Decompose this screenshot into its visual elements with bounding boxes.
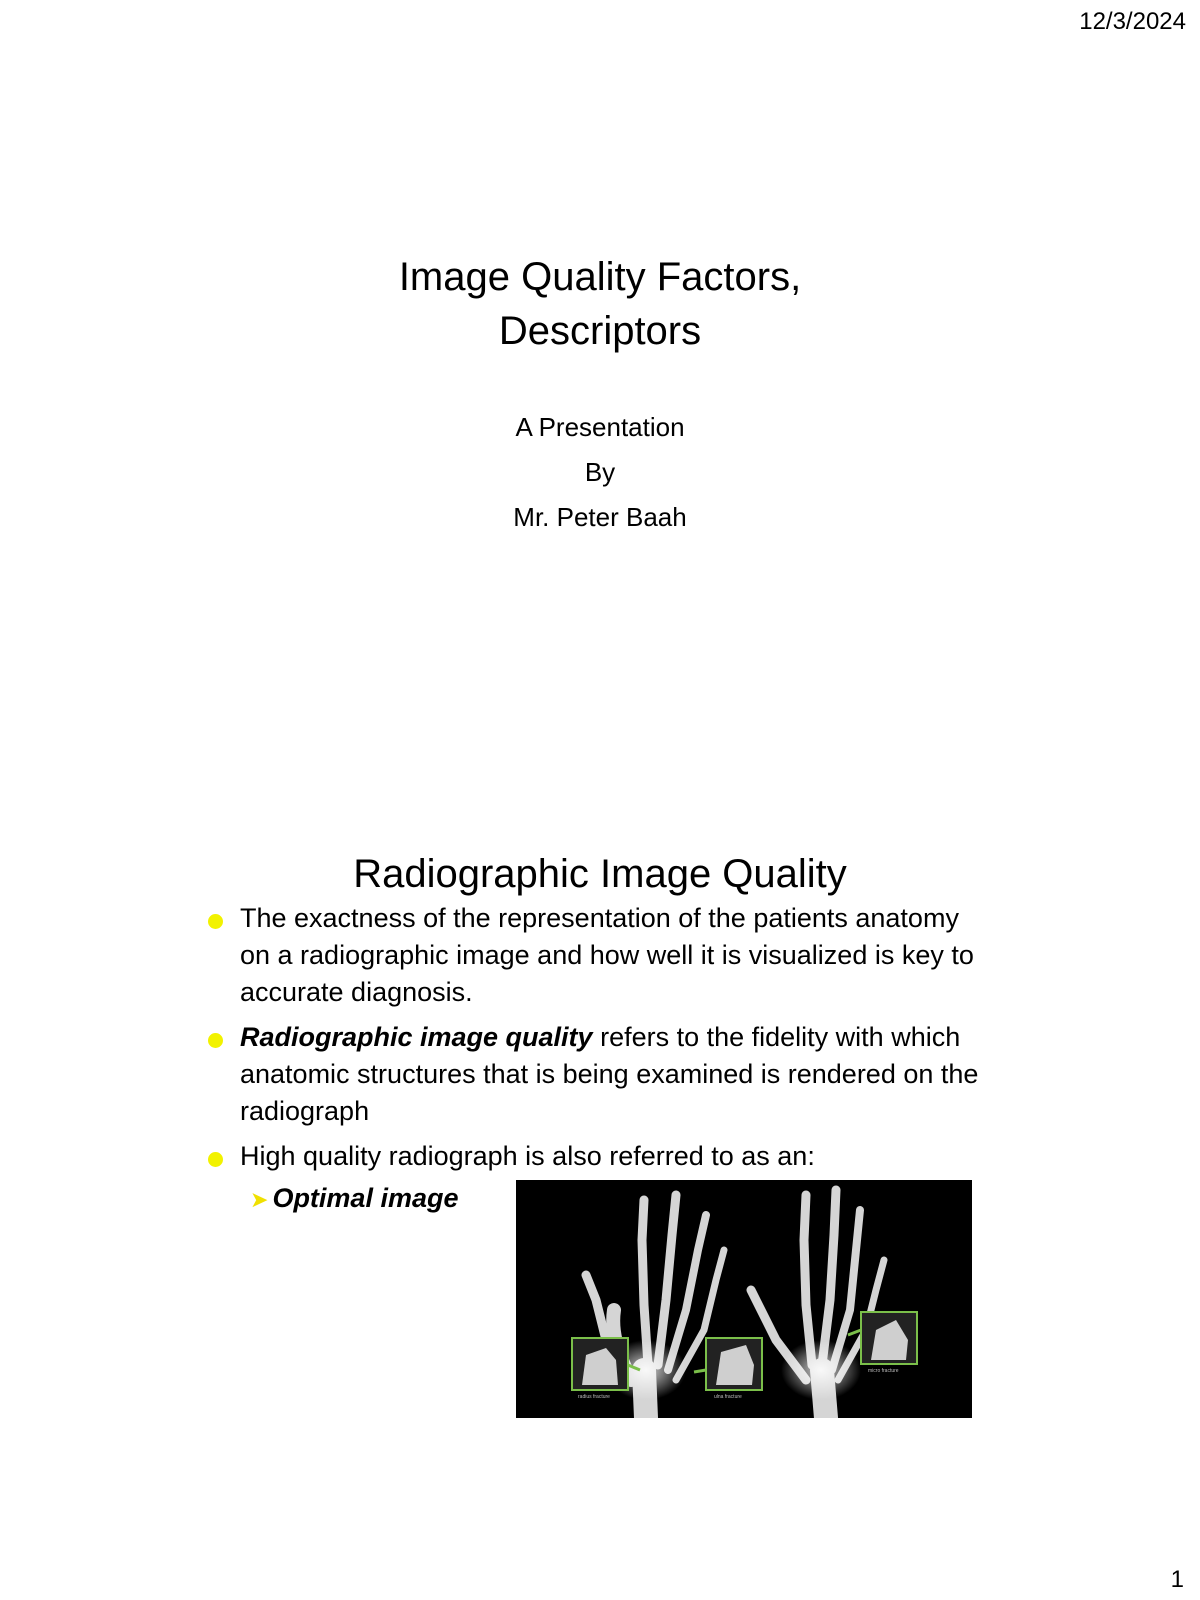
caption-ulna: ulna fracture	[714, 1394, 742, 1400]
title-line-1: Image Quality Factors,	[398, 255, 802, 299]
sub-bullet	[250, 1180, 458, 1218]
page-number: 1	[1170, 1566, 1184, 1593]
caption-radius: radius fracture	[578, 1394, 610, 1400]
bullet-dot-icon	[208, 1033, 223, 1048]
subtitle-line-1: A Presentation	[515, 412, 685, 442]
bullet-item	[208, 900, 988, 1011]
slide-subtitle	[0, 405, 1200, 540]
bullet-text: The exactness of the representation of the patients anatomy on a radiographic image and how well it is visualized is key to accurate diagnosis.	[240, 903, 974, 1007]
slide-title-heading	[0, 250, 1200, 358]
arrow-bullet-icon: ➤	[250, 1187, 269, 1212]
hand-xray-image	[516, 1180, 972, 1418]
bullet-dot-icon	[208, 914, 223, 929]
bullet-emphasis: Radiographic image quality	[240, 1022, 593, 1052]
slide-content	[0, 800, 1200, 1600]
title-line-2: Descriptors	[498, 309, 702, 353]
bullet-text: High quality radiograph is also referred to as an:	[240, 1141, 815, 1171]
subtitle-line-2: By	[584, 457, 616, 487]
bullet-item	[208, 1138, 988, 1175]
hand-xray-illustration	[516, 1180, 972, 1418]
subtitle-author: Mr. Peter Baah	[513, 502, 687, 532]
caption-micro: micro fracture	[868, 1368, 899, 1374]
date-label: 12/3/2024	[1079, 8, 1186, 35]
bullet-dot-icon	[208, 1152, 223, 1167]
slide-content-title: Radiographic Image Quality	[353, 852, 847, 896]
sub-bullet-text: Optimal image	[272, 1183, 459, 1213]
bullet-list	[208, 900, 988, 1183]
bullet-text: refers to the fidelity with which anatomic structures that is being examined is rendered on the radiograph	[240, 1022, 979, 1126]
bullet-item	[208, 1019, 988, 1130]
